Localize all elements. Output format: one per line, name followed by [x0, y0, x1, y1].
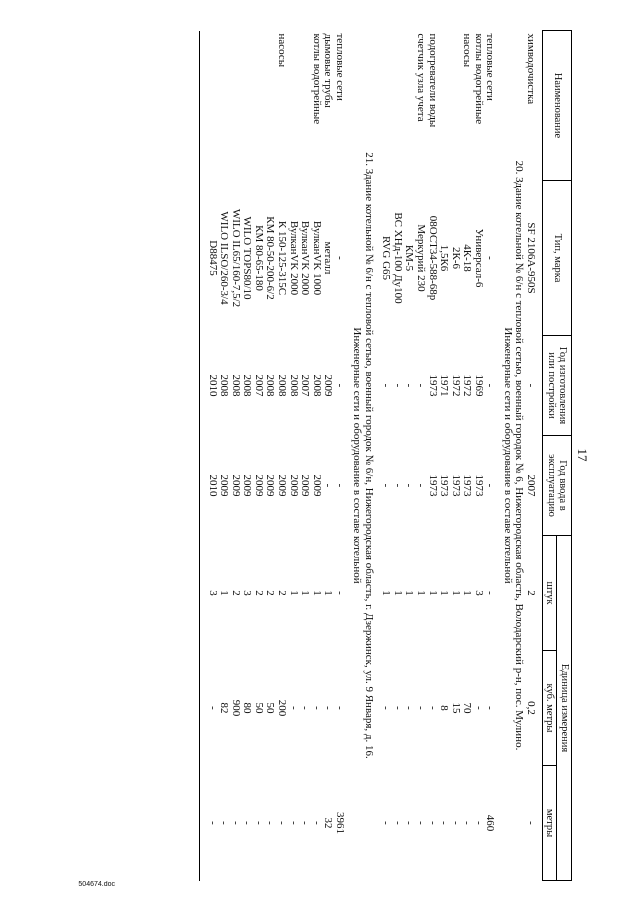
table-row: [299, 31, 311, 881]
section-row: [362, 31, 374, 881]
header-unit-m: метры: [542, 766, 557, 881]
cell-year-made: 2010: [206, 374, 219, 397]
file-code: 504674.doc: [78, 881, 115, 888]
table-row: [524, 31, 536, 881]
table-row: [206, 31, 218, 881]
cell-pcs: 1: [449, 590, 462, 596]
cell-name: [206, 31, 218, 181]
cell-m3: 8: [438, 705, 451, 711]
section-row: [513, 31, 525, 881]
cell-year-commissioned: -: [380, 483, 393, 488]
cell-pcs: 1: [322, 590, 335, 596]
cell-pcs: 2: [229, 590, 242, 596]
cell-m: -: [524, 821, 537, 825]
cell-m3: -: [380, 706, 393, 710]
cell-type: -: [484, 256, 497, 260]
spacer-cell: [200, 31, 207, 881]
cell-m3: 50: [264, 702, 277, 714]
cell-year-commissioned: 2009: [241, 474, 254, 497]
cell-pcs: 3: [206, 590, 219, 596]
cell-year-commissioned: 2009: [218, 474, 231, 497]
cell-year-commissioned: 2009: [299, 474, 312, 497]
cell-m3: 80: [241, 702, 254, 714]
cell-name: тепловые сети: [333, 33, 346, 101]
cell-year-commissioned: 2009: [310, 474, 323, 497]
table-row: [264, 31, 276, 881]
cell-year-commissioned: 2009: [287, 474, 300, 497]
cell-m3: 15: [449, 702, 462, 714]
cell-m: -: [472, 821, 485, 825]
header-unit-pcs: штук: [542, 536, 557, 651]
section-title: 21. Здание котельной № 6/н с тепловой сетью, военный городок № 6/н, Нижегородская область, г. Дзержинск, ул. 9 Января, д. 16.: [362, 152, 375, 759]
cell-name: [229, 31, 241, 181]
cell-name: химводочистка: [524, 33, 537, 105]
spacer-cell: [536, 31, 543, 881]
cell-year-made: 2008: [218, 374, 231, 397]
cell-type: ВулканVK 1000: [310, 220, 323, 296]
cell-type: КМ-5: [403, 244, 416, 272]
cell-m: -: [414, 821, 427, 825]
cell-year-commissioned: 2009: [264, 474, 277, 497]
cell-type: 08ОСТ34-588-68р: [426, 215, 439, 301]
cell-name: насосы: [275, 33, 288, 68]
cell-name: [449, 31, 461, 181]
cell-year-commissioned: -: [391, 483, 404, 488]
spacer-row: [200, 31, 207, 881]
cell-m3: -: [322, 706, 335, 710]
page-number: 17: [575, 448, 590, 462]
cell-year-commissioned: -: [322, 483, 335, 488]
cell-pcs: -: [484, 591, 497, 595]
cell-year-commissioned: -: [414, 483, 427, 488]
cell-m: -: [241, 821, 254, 825]
cell-year-made: -: [333, 383, 346, 388]
cell-pcs: 1: [414, 590, 427, 596]
cell-name: [264, 31, 276, 181]
document-page: [70, 20, 600, 890]
cell-year-commissioned: -: [484, 483, 497, 488]
cell-type: 4К-18: [461, 244, 474, 272]
cell-name: [241, 31, 253, 181]
cell-year-made: 2008: [275, 374, 288, 397]
cell-name: [380, 31, 392, 181]
cell-m: -: [218, 821, 231, 825]
table-row: [333, 31, 345, 881]
cell-pcs: 1: [299, 590, 312, 596]
cell-year-commissioned: 2009: [229, 474, 242, 497]
cell-m: -: [380, 821, 393, 825]
cell-type: RVG G65: [380, 235, 393, 281]
cell-pcs: 3: [241, 590, 254, 596]
cell-m3: -: [206, 706, 219, 710]
cell-type: металл: [322, 241, 335, 275]
cell-name: [403, 31, 415, 181]
cell-m: -: [461, 821, 474, 825]
cell-name: [438, 31, 450, 181]
cell-type: ВС ХНд-100 Ду100: [391, 212, 404, 304]
cell-name: [287, 31, 299, 181]
table-row: [310, 31, 322, 881]
cell-year-made: 2008: [264, 374, 277, 397]
cell-m3: -: [299, 706, 312, 710]
cell-type: SF 2106A-950S: [524, 222, 537, 294]
cell-m: -: [275, 821, 288, 825]
cell-type: -: [333, 256, 346, 260]
table-row: [229, 31, 241, 881]
cell-pcs: 1: [426, 590, 439, 596]
cell-name: насосы: [461, 33, 474, 68]
table-row: [391, 31, 403, 881]
cell-year-commissioned: 2009: [252, 474, 265, 497]
cell-type: Меркурий 230: [414, 224, 427, 292]
cell-name: дымовые трубы: [322, 33, 335, 108]
cell-year-made: 2007: [299, 374, 312, 397]
header-type: Тип, марка: [542, 181, 571, 336]
cell-pcs: 2: [524, 590, 537, 596]
table-row: [472, 31, 484, 881]
table-row: [287, 31, 299, 881]
cell-m3: -: [472, 706, 485, 710]
cell-m3: -: [333, 706, 346, 710]
cell-m: 460: [484, 814, 497, 832]
cell-m3: 0,2: [524, 701, 537, 715]
cell-m: -: [252, 821, 265, 825]
cell-pcs: 2: [264, 590, 277, 596]
cell-pcs: -: [333, 591, 346, 595]
cell-year-commissioned: 1973: [449, 474, 462, 497]
section-row: [351, 31, 363, 881]
section-row: [501, 31, 513, 881]
cell-type: WILO ILSO/260-3/4: [218, 211, 231, 305]
cell-year-made: 2008: [310, 374, 323, 397]
table-row: [218, 31, 230, 881]
cell-pcs: 1: [287, 590, 300, 596]
cell-year-made: 2009: [322, 374, 335, 397]
cell-m: -: [287, 821, 300, 825]
table-row: [252, 31, 264, 881]
cell-year-made: 1969: [472, 374, 485, 397]
cell-pcs: 1: [380, 590, 393, 596]
cell-year-commissioned: 1973: [472, 474, 485, 497]
cell-name: [218, 31, 230, 181]
cell-m3: -: [414, 706, 427, 710]
cell-pcs: 2: [275, 590, 288, 596]
cell-year-made: -: [414, 383, 427, 388]
cell-name: [252, 31, 264, 181]
cell-m3: 50: [252, 702, 265, 714]
cell-year-commissioned: 2010: [206, 474, 219, 497]
cell-year-commissioned: -: [333, 483, 346, 488]
cell-year-made: 2007: [252, 374, 265, 397]
cell-name: тепловые сети: [484, 33, 497, 101]
cell-m3: -: [310, 706, 323, 710]
cell-year-made: -: [524, 383, 537, 388]
cell-m3: -: [426, 706, 439, 710]
table-row: [403, 31, 415, 881]
cell-year-made: -: [403, 383, 416, 388]
header-units-group: Единица измерения: [557, 536, 572, 881]
section-subtitle: Инженерные сети и оборудование в составе котельной: [501, 327, 514, 584]
section-subtitle: Инженерные сети и оборудование в составе котельной: [351, 327, 364, 584]
table-row: [461, 31, 473, 881]
cell-type: Универсал-6: [472, 228, 485, 288]
table-row: [414, 31, 426, 881]
table-row: [275, 31, 287, 881]
cell-year-made: 1973: [426, 374, 439, 397]
spacer-row: [345, 31, 351, 881]
cell-m3: -: [287, 706, 300, 710]
cell-year-commissioned: 2007: [524, 474, 537, 497]
spacer-cell: [345, 31, 351, 881]
cell-year-made: 1971: [438, 374, 451, 397]
cell-type: 1,5К6: [438, 244, 451, 272]
cell-year-commissioned: 1973: [426, 474, 439, 497]
cell-name: котлы водогрейные: [472, 33, 485, 125]
cell-m3: 82: [218, 702, 231, 714]
cell-year-commissioned: 1973: [438, 474, 451, 497]
cell-pcs: 3: [472, 590, 485, 596]
cell-m: -: [426, 821, 439, 825]
table-row: [426, 31, 438, 881]
cell-year-made: -: [484, 383, 497, 388]
table-row: [438, 31, 450, 881]
header-year-commissioned: Год ввода в эксплуатацию: [542, 436, 571, 536]
equipment-table: [199, 30, 572, 881]
cell-m: 32: [322, 817, 335, 829]
cell-type: 2К-6: [449, 247, 462, 269]
cell-m: -: [264, 821, 277, 825]
cell-m3: 200: [275, 699, 288, 717]
cell-year-made: -: [380, 383, 393, 388]
cell-m: -: [229, 821, 242, 825]
cell-type: К 150-125-315С: [275, 220, 288, 296]
cell-type: D88475: [206, 240, 219, 276]
cell-pcs: 1: [403, 590, 416, 596]
cell-type: ВулканVK 2000: [299, 220, 312, 296]
table-body: [200, 31, 543, 881]
cell-m3: 900: [229, 699, 242, 717]
cell-year-made: -: [391, 383, 404, 388]
cell-m: 3961: [333, 812, 346, 834]
cell-name: [299, 31, 311, 181]
cell-m: -: [310, 821, 323, 825]
cell-m: -: [206, 821, 219, 825]
cell-m: -: [299, 821, 312, 825]
cell-name: счетчик узла учета: [414, 33, 427, 122]
cell-type: WILO IL65/160-7,5/2: [229, 208, 242, 308]
cell-year-made: 1972: [461, 374, 474, 397]
cell-m: -: [403, 821, 416, 825]
table-row: [241, 31, 253, 881]
cell-year-made: 2008: [241, 374, 254, 397]
cell-year-made: 2008: [287, 374, 300, 397]
cell-year-commissioned: 1973: [461, 474, 474, 497]
cell-type: КМ 80-65-180: [252, 225, 265, 291]
spacer-row: [536, 31, 543, 881]
cell-name: подогреватели воды: [426, 33, 439, 128]
header-year-made: Год изготовления или постройки: [542, 336, 571, 436]
cell-m: -: [438, 821, 451, 825]
cell-m3: -: [484, 706, 497, 710]
cell-year-made: 1972: [449, 374, 462, 397]
cell-pcs: 1: [391, 590, 404, 596]
cell-m3: 70: [461, 702, 474, 714]
cell-name: [391, 31, 403, 181]
section-title: 20. Здание котельной № 6/н с тепловой сетью, военный городок № 6, Нижегородская область, Володарский р-н, пос. Мулино.: [513, 160, 526, 751]
cell-year-commissioned: 2009: [275, 474, 288, 497]
header-unit-m3: куб. метры: [542, 651, 557, 766]
cell-pcs: 1: [438, 590, 451, 596]
cell-pcs: 1: [218, 590, 231, 596]
cell-year-made: 2008: [229, 374, 242, 397]
cell-type: КМ 80-50-200-6/2: [264, 216, 277, 300]
cell-m3: -: [391, 706, 404, 710]
cell-m: -: [449, 821, 462, 825]
table-row: [380, 31, 392, 881]
table-row: [322, 31, 334, 881]
cell-pcs: 1: [461, 590, 474, 596]
table-row: [449, 31, 461, 881]
table-row: [484, 31, 496, 881]
cell-type: WILO TOPS80/10: [241, 216, 254, 300]
cell-m: -: [391, 821, 404, 825]
cell-name: котлы водогрейные: [310, 33, 323, 125]
cell-pcs: 1: [310, 590, 323, 596]
header-name: Наименование: [542, 31, 571, 181]
cell-m3: -: [403, 706, 416, 710]
cell-pcs: 2: [252, 590, 265, 596]
cell-year-commissioned: -: [403, 483, 416, 488]
cell-type: ВулканVK 2000: [287, 220, 300, 296]
